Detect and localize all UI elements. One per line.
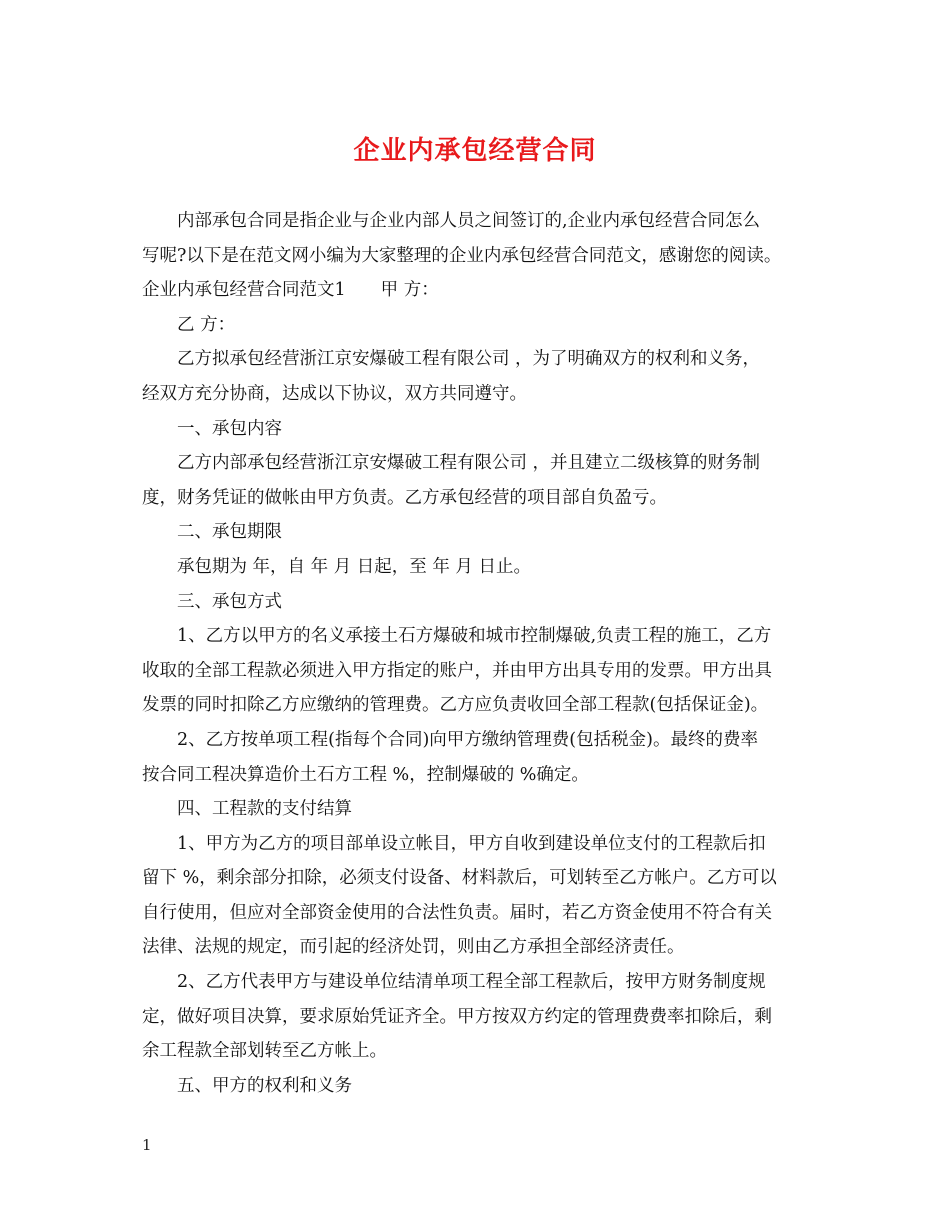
text-line: 自行使用，但应对全部资金使用的合法性负责。届时，若乙方资金使用不符合有关 — [142, 902, 772, 923]
text-line: 发票的同时扣除乙方应缴纳的管理费。乙方应负责收回全部工程款(包括保证金)。 — [142, 695, 769, 716]
text-line: 度，财务凭证的做帐由甲方负责。乙方承包经营的项目部自负盈亏。 — [142, 487, 667, 508]
text-line: 定，做好项目决算，要求原始凭证齐全。甲方按双方约定的管理费费率扣除后，剩 — [142, 1006, 772, 1027]
text-line: 留下 %，剩余部分扣除，必须支付设备、材料款后，可划转至乙方帐户。乙方可以 — [142, 868, 777, 889]
text-line: 收取的全部工程款必须进入甲方指定的账户，并由甲方出具专用的发票。甲方出具 — [142, 660, 772, 681]
text-line: 2、乙方代表甲方与建设单位结清单项工程全部工程款后，按甲方财务制度规 — [177, 972, 766, 993]
page-number: 1 — [142, 1136, 152, 1154]
text-line: 写呢?以下是在范文网小编为大家整理的企业内承包经营合同范文，感谢您的阅读。 — [142, 245, 782, 266]
text-line: 余工程款全部划转至乙方帐上。 — [142, 1041, 387, 1062]
text-line: 承包期为 年，自 年 月 日起，至 年 月 日止。 — [177, 556, 531, 577]
text-line: 1、乙方以甲方的名义承接土石方爆破和城市控制爆破,负责工程的施工，乙方 — [177, 626, 772, 647]
text-line: 乙方内部承包经营浙江京安爆破工程有限公司 ，并且建立二级核算的财务制 — [177, 453, 761, 474]
text-line: 经双方充分协商，达成以下协议，双方共同遵守。 — [142, 383, 527, 404]
text-line: 四、工程款的支付结算 — [177, 799, 352, 820]
text-line: 法律、法规的规定，而引起的经济处罚，则由乙方承担全部经济责任。 — [142, 937, 685, 958]
text-line: 按合同工程决算造价土石方工程 %，控制爆破的 %确定。 — [142, 764, 589, 785]
text-line: 一、承包内容 — [177, 418, 282, 439]
text-line: 内部承包合同是指企业与企业内部人员之间签订的,企业内承包经营合同怎么 — [177, 211, 761, 231]
text-line: 五、甲方的权利和义务 — [177, 1075, 352, 1096]
text-line: 二、承包期限 — [177, 522, 282, 543]
text-line: 1、甲方为乙方的项目部单设立帐目，甲方自收到建设单位支付的工程款后扣 — [177, 833, 766, 854]
document-title: 企业内承包经营合同 — [353, 136, 597, 166]
text-line: 乙 方： — [177, 314, 236, 335]
text-line: 三、承包方式 — [177, 591, 282, 612]
text-line: 2、乙方按单项工程(指每个合同)向甲方缴纳管理费(包括税金)。最终的费率 — [177, 729, 758, 750]
text-line: 乙方拟承包经营浙江京安爆破工程有限公司 ，为了明确双方的权利和义务， — [177, 349, 761, 370]
text-line: 企业内承包经营合同范文1 甲 方： — [142, 280, 439, 301]
document-body — [142, 204, 812, 1103]
